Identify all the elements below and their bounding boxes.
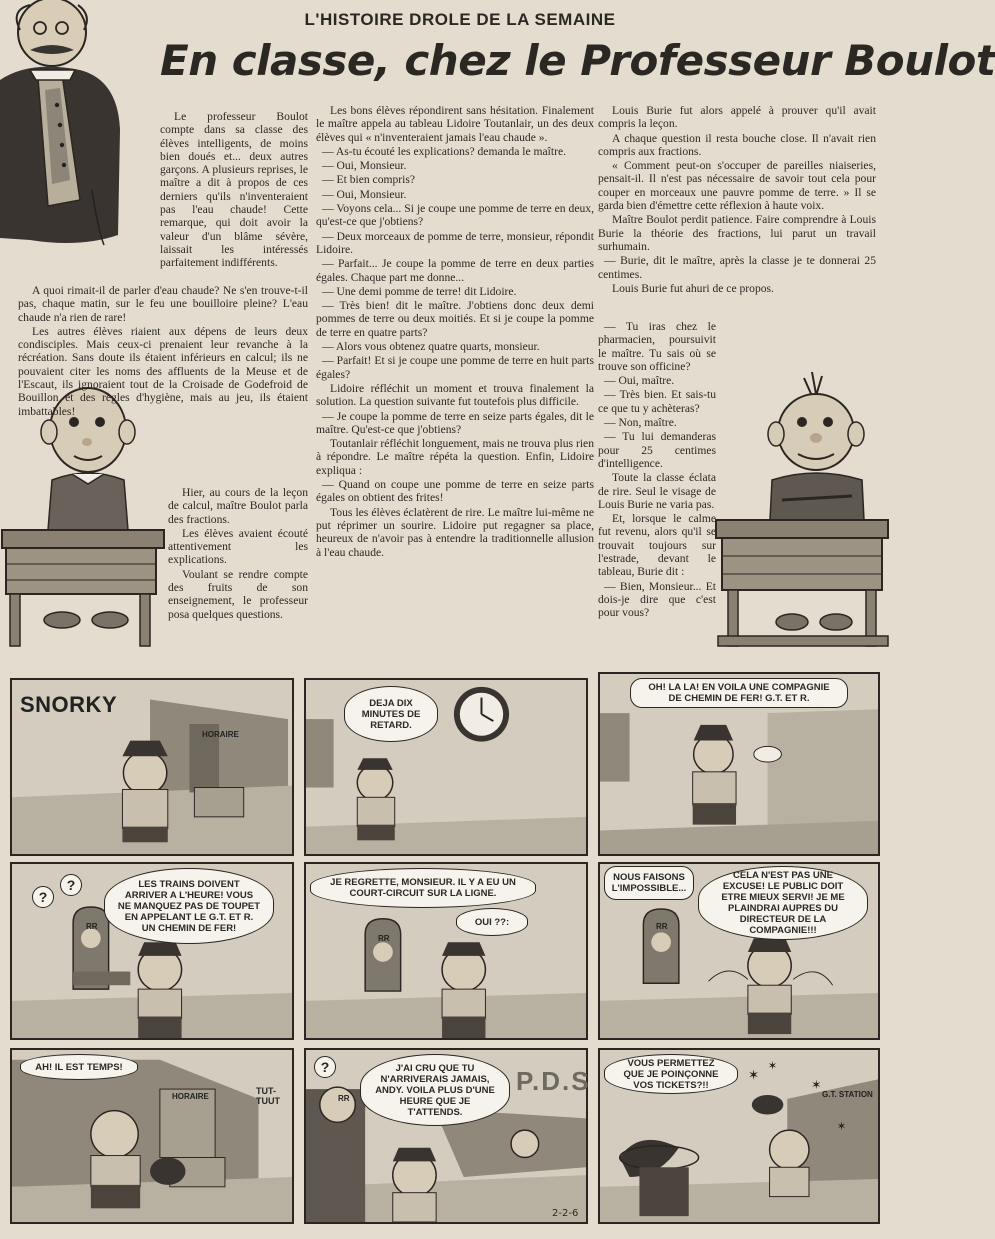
article-paragraph: Tous les élèves éclatèrent de rire. Le maître lui-même ne put réprimer un sourire. Lidoire put regagner sa place, heureux de n'avoir pas à entendre la traditionnelle allusion à l'eau chaude. xyxy=(316,505,594,559)
comic-panel-9 xyxy=(598,1048,880,1224)
comic-panel-2 xyxy=(304,678,588,856)
comic-panel-7 xyxy=(10,1048,294,1224)
timetable-sign: HORAIRE xyxy=(202,730,239,739)
speech-bubble: J'AI CRU QUE TU N'ARRIVERAIS JAMAIS, ANDY. VOILA PLUS D'UNE HEURE QUE JE T'ATTENDS. xyxy=(360,1054,510,1126)
article-paragraph: — Oui, Monsieur. xyxy=(322,187,407,201)
article-paragraph: — Non, maître. xyxy=(604,416,677,430)
article-paragraph: — Je coupe la pomme de terre en seize parts égales, dit le maître. Qu'est-ce que j'obtiens? xyxy=(316,409,594,436)
article-paragraph: Lidoire réfléchit un moment et trouva finalement la solution. La question suivante fut toutefois plus difficile. xyxy=(316,381,594,409)
article-paragraph: — Alors vous obtenez quatre quarts, monsieur. xyxy=(322,340,540,354)
article-paragraph: — Une demi pomme de terre! dit Lidoire. xyxy=(322,284,517,298)
speech-bubble: NOUS FAISONS L'IMPOSSIBLE... xyxy=(604,866,694,900)
question-mark-bubble: ? xyxy=(60,874,82,896)
article-paragraph: Les bons élèves répondirent sans hésitation. Finalement le maître appela au tableau Lidoire Toutanlair, un des deux élèves qui « n'inventeraient jamais l'eau chaude ». xyxy=(316,104,594,144)
article-paragraph: A quoi rimait-il de parler d'eau chaude? Ne s'en trouve-t-il pas, chaque matin, sur le feu une bouilloire pleine? L'eau chaude n'a rien de rare! xyxy=(18,284,308,324)
article-paragraph: Hier, au cours de la leçon de calcul, maître Boulot parla des fractions. xyxy=(168,486,308,526)
article-paragraph: Le professeur Boulot compte dans sa classe des élèves intelligents, de moins bien doués et... deux autres garçons. A plusieurs reprises, le maître a dit à propos de ces derniers qu'ils n'inventeraient pas l'eau chaude! Cette remarque, qui doit avoir la valeur d'un blâme sévère, laissait les intéressés parfaitement indifférents. xyxy=(160,110,308,270)
article-paragraph: — Et bien compris? xyxy=(322,173,416,187)
article-paragraph: Louis Burie fut alors appelé à prouver qu'il avait compris la leçon. xyxy=(598,104,876,131)
comic-panel-5 xyxy=(304,862,588,1040)
speech-bubble: DEJA DIX MINUTES DE RETARD. xyxy=(344,686,438,742)
article-paragraph: Toutanlair réfléchit longuement, mais ne trouva plus rien à répondre. Le maître répéta la question. Enfin, Lidoire expliqua : xyxy=(316,437,594,477)
speech-bubble: OUI ??: xyxy=(456,908,528,936)
comic-panel-3 xyxy=(598,672,880,856)
article-paragraph: Les élèves avaient écouté attentivement les explications. xyxy=(168,526,308,567)
speech-bubble: CELA N'EST PAS UNE EXCUSE! LE PUBLIC DOIT ETRE MIEUX SERVI! JE ME PLAINDRAI AUPRES DU DIRECTEUR DE LA COMPAGNIE!!! xyxy=(698,866,868,940)
svg-text:✶: ✶ xyxy=(747,1067,760,1083)
article-paragraph: — Quand on coupe une pomme de terre en seize parts égales on obtient des frites! xyxy=(316,478,594,505)
timetable-sign: HORAIRE xyxy=(172,1092,209,1101)
article-paragraph: Voulant se rendre compte des fruits de son enseignement, le professeur posa quelques questions. xyxy=(168,567,308,621)
article-column-2 xyxy=(316,104,594,560)
article-paragraph: — Très bien! dit le maître. J'obtiens donc deux demi pommes de terre ou deux moitiés. Et si je coupe la pomme de terre en quatre parts? xyxy=(316,299,594,339)
article-paragraph: — Voyons cela... Si je coupe une pomme de terre en deux, qu'est-ce que j'obtiens? xyxy=(316,202,594,229)
cap-badge: RR xyxy=(656,922,668,931)
article-paragraph: Toute la classe éclata de rire. Seul le visage de Louis Burie ne varia pas. xyxy=(598,471,716,511)
comic-panel-6 xyxy=(598,862,880,1040)
cap-badge: RR xyxy=(338,1094,350,1103)
article-paragraph: Les autres élèves riaient aux dépens de leurs deux condisciples. Mais ceux-ci prenaient leur revanche à la récréation. Sans doute ils étaient inférieurs en calcul; ils ne pouvaient citer les noms des affluents de la Meuse et de l'Escaut, ils ignoraient tout de la Croisade de Godefroid de Bouillon et des règles d'hygiène, mais au jeu, ils étaient imbattables! xyxy=(18,324,308,418)
comic-panel-1 xyxy=(10,678,294,856)
article-paragraph: — Bien, Monsieur... Et dois-je dire que c'est pour vous? xyxy=(598,579,716,620)
article-column-3-top xyxy=(598,104,876,296)
student-left-illustration xyxy=(0,380,165,648)
comic-panel-4 xyxy=(10,862,294,1040)
article-paragraph: — Oui, Monsieur. xyxy=(322,159,407,173)
svg-text:✶: ✶ xyxy=(836,1120,847,1134)
article-paragraph: — Oui, maître. xyxy=(604,374,675,388)
article-paragraph: A chaque question il resta bouche close. Il n'avait rien compris aux fractions. xyxy=(598,131,876,158)
artist-date: 2-2-6 xyxy=(552,1208,579,1219)
question-mark-bubble: ? xyxy=(32,886,54,908)
strip-title: SNORKY xyxy=(20,692,118,717)
article-paragraph: Et, lorsque le calme fut revenu, alors qu'il se trouvait toujours sur l'estrade, devant le tableau, Burie dit : xyxy=(598,512,716,579)
article-paragraph: — Tu lui demanderas pour 25 centimes d'intelligence. xyxy=(598,430,716,470)
svg-text:✶: ✶ xyxy=(810,1078,822,1093)
article-paragraph: « Comment peut-on s'occuper de pareilles niaiseries, pensait-il. Il n'est pas nécessaire de savoir tout cela pour couper en morceaux une pauvre pomme de terre. » Il se garda bien d'émettre cette réflexion à haute voix. xyxy=(598,159,876,213)
article-paragraph: — Très bien. Et sais-tu ce que tu y achèteras? xyxy=(598,388,716,415)
question-mark-bubble: ? xyxy=(314,1056,336,1078)
article-column-1-middle xyxy=(18,284,308,419)
article-column-1-top xyxy=(160,110,308,271)
article-paragraph: Maître Boulot perdit patience. Faire comprendre à Louis Burie la théorie des fractions, lui parut un travail surhumain. xyxy=(598,213,876,253)
student-right-illustration xyxy=(712,370,892,650)
station-sign: G.T. STATION xyxy=(822,1090,873,1099)
speech-bubble: JE REGRETTE, MONSIEUR. IL Y A EU UN COURT-CIRCUIT SUR LA LIGNE. xyxy=(310,868,536,908)
section-kicker: L'HISTOIRE DROLE DE LA SEMAINE xyxy=(304,10,616,29)
article-paragraph: — Tu iras chez le pharmacien, poursuivit le maître. Tu sais où se trouve son officine? xyxy=(598,320,716,373)
svg-text:✶: ✶ xyxy=(767,1059,778,1073)
speech-bubble: LES TRAINS DOIVENT ARRIVER A L'HEURE! VOUS NE MANQUEZ PAS DE TOUPET EN APPELANT LE G.T. ET R. UN CHEMIN DE FER! xyxy=(104,868,274,944)
professor-illustration xyxy=(0,0,155,250)
cap-badge: RR xyxy=(86,922,98,931)
article-paragraph: — As-tu écouté les explications? demanda le maître. xyxy=(322,144,567,158)
article-paragraph: — Parfait! Et si je coupe une pomme de terre en huit parts égales? xyxy=(316,354,594,381)
cap-badge: RR xyxy=(378,934,390,943)
article-paragraph: — Parfait... Je coupe la pomme de terre en deux parties égales. Chaque part me donne... xyxy=(316,257,594,284)
story-title: En classe, chez le Professeur Boulot xyxy=(160,36,995,85)
article-column-1-bottom xyxy=(168,486,308,622)
train-whistle-sfx: TUT-TUUT xyxy=(256,1086,280,1106)
comic-panel-8 xyxy=(304,1048,591,1224)
article-column-3-bottom xyxy=(598,320,716,621)
speech-bubble: AH! IL EST TEMPS! xyxy=(20,1054,138,1080)
article-paragraph: Louis Burie fut ahuri de ce propos. xyxy=(612,281,774,295)
train-car-marking: P.D.S xyxy=(516,1066,591,1096)
article-paragraph: — Burie, dit le maître, après la classe je te donnerai 25 centimes. xyxy=(598,254,876,281)
speech-bubble: VOUS PERMETTEZ QUE JE POINÇONNE VOS TICKETS?!! xyxy=(604,1054,738,1094)
speech-bubble: OH! LA LA! EN VOILA UNE COMPAGNIE DE CHEMIN DE FER! G.T. ET R. xyxy=(630,678,848,708)
article-paragraph: — Deux morceaux de pomme de terre, monsieur, répondit Lidoire. xyxy=(316,229,594,256)
